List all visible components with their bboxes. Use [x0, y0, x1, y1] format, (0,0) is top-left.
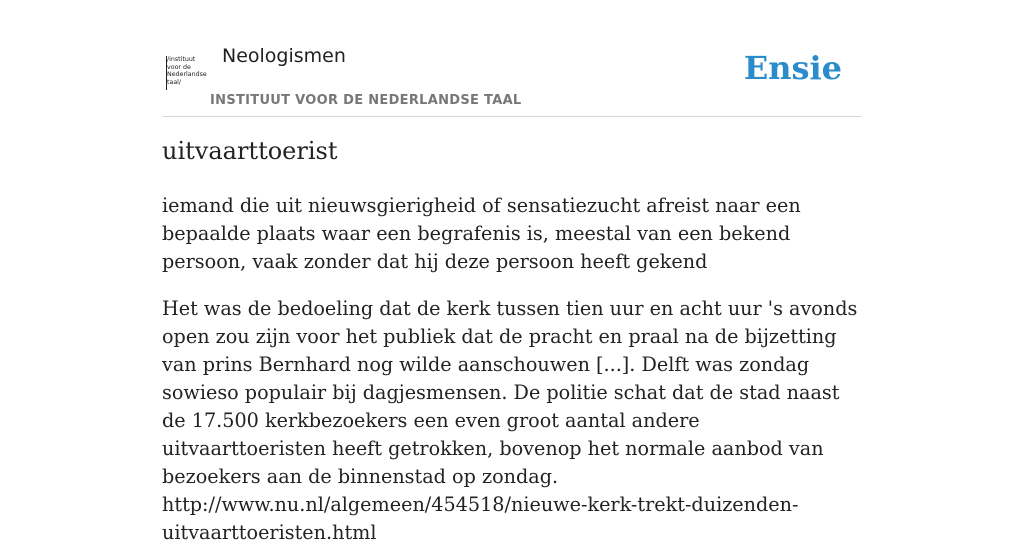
logo-line: Nederlandse [167, 71, 207, 79]
site-title[interactable]: Neologismen [222, 45, 346, 67]
header [162, 0, 862, 117]
source-link[interactable]: http://www.nu.nl/algemeen/454518/nieuwe-kerk-trekt-duizenden-uitvaarttoeristen.html [162, 493, 799, 544]
quote-text: Het was de bedoeling dat de kerk tussen tien uur en acht uur 's avonds open zou zijn voor het publiek dat de pracht en praal na de bijzetting van prins Bernhard nog wilde aanschouwen [...]. Delft was zondag sowieso populair bij dagjesmensen. De politie schat dat de stad naast de 17.500 kerkbezoekers een even groot aantal andere uitvaarttoeristen heeft getrokken, bovenop het normale aanbod van bezoekers aan de binnenstad op zondag. [162, 297, 858, 488]
site-subtitle: INSTITUUT VOOR DE NEDERLANDSE TAAL [210, 93, 522, 108]
logo-line: /instituut [167, 56, 196, 63]
entry-term: uitvaarttoerist [162, 137, 338, 165]
entry-definition: iemand die uit nieuwsgierigheid of sensatiezucht afreist naar een bepaalde plaats waar een begrafenis is, meestal van een bekend persoon, vaak zonder dat hij deze persoon heeft gekend [162, 194, 801, 273]
entry-quote [162, 295, 862, 547]
ivdnt-logo[interactable] [166, 56, 211, 90]
ensie-logo[interactable]: Ensie [743, 49, 842, 87]
logo-line: taal/ [167, 78, 182, 86]
logo-line: voor de [167, 63, 191, 71]
entry-card [162, 0, 862, 544]
